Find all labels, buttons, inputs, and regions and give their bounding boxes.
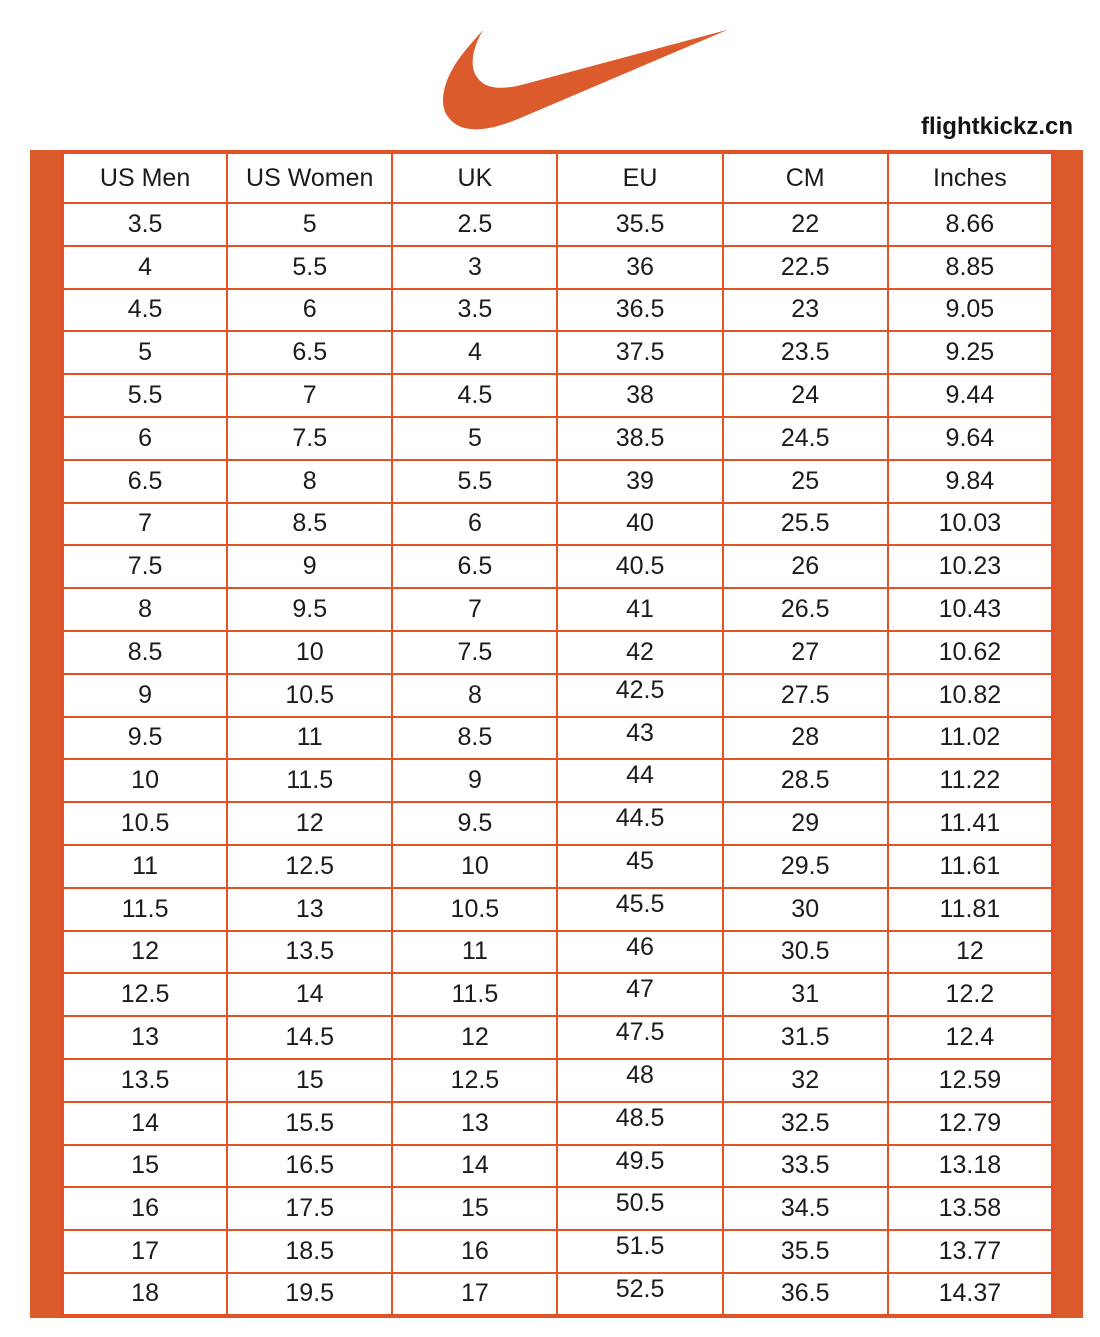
cell-eu: 44.5 [557,802,722,845]
cell-cm: 36.5 [723,1273,888,1316]
cell-cm: 30.5 [723,931,888,974]
cell-eu: 47 [557,973,722,1016]
table-row [62,289,1053,332]
cell-inches: 12.2 [888,973,1053,1016]
cell-uk: 17 [392,1273,557,1316]
table-row [62,331,1053,374]
cell-inches: 11.02 [888,717,1053,760]
cell-inches: 9.84 [888,460,1053,503]
cell-uk: 9.5 [392,802,557,845]
cell-inches: 11.22 [888,759,1053,802]
cell-eu: 44 [557,759,722,802]
table-row [62,1102,1053,1145]
cell-inches: 12.79 [888,1102,1053,1145]
cell-eu: 38 [557,374,722,417]
cell-uk: 11.5 [392,973,557,1016]
cell-eu: 45 [557,845,722,888]
cell-us-women: 14.5 [227,1016,392,1059]
cell-us-women: 8.5 [227,503,392,546]
table-row [62,246,1053,289]
header-row [62,152,1053,203]
cell-cm: 33.5 [723,1145,888,1188]
column-header-us-women: US Women [227,152,392,203]
cell-us-men: 8 [62,588,227,631]
table-row [62,674,1053,717]
cell-eu: 52.5 [557,1273,722,1316]
cell-us-men: 9 [62,674,227,717]
cell-cm: 23.5 [723,331,888,374]
cell-inches: 9.05 [888,289,1053,332]
cell-us-men: 14 [62,1102,227,1145]
cell-us-women: 5.5 [227,246,392,289]
cell-cm: 29.5 [723,845,888,888]
cell-us-women: 8 [227,460,392,503]
cell-cm: 28 [723,717,888,760]
cell-us-women: 11 [227,717,392,760]
cell-eu: 50.5 [557,1187,722,1230]
table-row [62,374,1053,417]
table-row [62,1016,1053,1059]
cell-us-men: 15 [62,1145,227,1188]
cell-cm: 26 [723,545,888,588]
cell-eu: 36.5 [557,289,722,332]
cell-eu: 51.5 [557,1230,722,1273]
cell-uk: 12 [392,1016,557,1059]
cell-eu: 40 [557,503,722,546]
cell-us-men: 13 [62,1016,227,1059]
cell-us-women: 10.5 [227,674,392,717]
cell-eu: 43 [557,717,722,760]
cell-inches: 11.61 [888,845,1053,888]
table-row [62,1230,1053,1273]
cell-cm: 31.5 [723,1016,888,1059]
column-header-us-men: US Men [62,152,227,203]
cell-cm: 27.5 [723,674,888,717]
cell-us-women: 10 [227,631,392,674]
cell-us-women: 13.5 [227,931,392,974]
cell-inches: 11.41 [888,802,1053,845]
table-row [62,588,1053,631]
cell-uk: 7 [392,588,557,631]
cell-uk: 12.5 [392,1059,557,1102]
table-row [62,1145,1053,1188]
table-row [62,417,1053,460]
cell-cm: 30 [723,888,888,931]
cell-us-men: 5 [62,331,227,374]
cell-us-women: 15 [227,1059,392,1102]
cell-inches: 10.03 [888,503,1053,546]
table-row [62,631,1053,674]
cell-us-women: 13 [227,888,392,931]
cell-uk: 5.5 [392,460,557,503]
cell-uk: 11 [392,931,557,974]
cell-inches: 12.59 [888,1059,1053,1102]
cell-uk: 6.5 [392,545,557,588]
cell-us-women: 6 [227,289,392,332]
cell-uk: 16 [392,1230,557,1273]
cell-us-men: 4.5 [62,289,227,332]
cell-eu: 37.5 [557,331,722,374]
table-row [62,545,1053,588]
cell-cm: 23 [723,289,888,332]
cell-us-men: 16 [62,1187,227,1230]
cell-uk: 5 [392,417,557,460]
cell-uk: 3.5 [392,289,557,332]
cell-inches: 12 [888,931,1053,974]
column-header-uk: UK [392,152,557,203]
cell-eu: 42.5 [557,674,722,717]
cell-inches: 10.43 [888,588,1053,631]
cell-inches: 10.23 [888,545,1053,588]
cell-us-men: 11 [62,845,227,888]
cell-cm: 27 [723,631,888,674]
size-conversion-table [60,150,1055,1318]
table-row [62,1273,1053,1316]
cell-cm: 22.5 [723,246,888,289]
right-accent-bar [1055,150,1083,1318]
cell-uk: 4 [392,331,557,374]
cell-us-women: 12.5 [227,845,392,888]
table-row [62,973,1053,1016]
cell-uk: 6 [392,503,557,546]
cell-inches: 11.81 [888,888,1053,931]
cell-cm: 28.5 [723,759,888,802]
cell-inches: 9.64 [888,417,1053,460]
cell-us-men: 7 [62,503,227,546]
cell-us-women: 16.5 [227,1145,392,1188]
cell-inches: 14.37 [888,1273,1053,1316]
cell-eu: 48 [557,1059,722,1102]
cell-us-women: 7 [227,374,392,417]
cell-uk: 10 [392,845,557,888]
table-row [62,759,1053,802]
cell-us-women: 17.5 [227,1187,392,1230]
cell-inches: 9.25 [888,331,1053,374]
cell-us-men: 10 [62,759,227,802]
cell-cm: 25.5 [723,503,888,546]
cell-uk: 13 [392,1102,557,1145]
cell-cm: 29 [723,802,888,845]
table-row [62,460,1053,503]
cell-us-women: 7.5 [227,417,392,460]
size-table-container [30,150,1083,1318]
cell-inches: 13.77 [888,1230,1053,1273]
cell-eu: 35.5 [557,203,722,246]
column-header-cm: CM [723,152,888,203]
table-row [62,888,1053,931]
cell-inches: 10.82 [888,674,1053,717]
cell-cm: 32.5 [723,1102,888,1145]
table-row [62,203,1053,246]
cell-uk: 10.5 [392,888,557,931]
cell-inches: 13.18 [888,1145,1053,1188]
cell-us-men: 10.5 [62,802,227,845]
cell-inches: 9.44 [888,374,1053,417]
cell-uk: 8.5 [392,717,557,760]
cell-cm: 35.5 [723,1230,888,1273]
cell-eu: 36 [557,246,722,289]
cell-cm: 26.5 [723,588,888,631]
table-row [62,802,1053,845]
cell-us-women: 19.5 [227,1273,392,1316]
cell-uk: 9 [392,759,557,802]
cell-inches: 10.62 [888,631,1053,674]
cell-us-men: 11.5 [62,888,227,931]
cell-inches: 8.66 [888,203,1053,246]
column-header-eu: EU [557,152,722,203]
cell-uk: 4.5 [392,374,557,417]
cell-us-men: 17 [62,1230,227,1273]
cell-cm: 22 [723,203,888,246]
table-row [62,845,1053,888]
cell-us-women: 11.5 [227,759,392,802]
table-row [62,717,1053,760]
cell-inches: 13.58 [888,1187,1053,1230]
cell-inches: 12.4 [888,1016,1053,1059]
left-accent-bar [30,150,60,1318]
cell-us-men: 8.5 [62,631,227,674]
cell-us-men: 4 [62,246,227,289]
cell-us-men: 13.5 [62,1059,227,1102]
cell-cm: 25 [723,460,888,503]
column-header-inches: Inches [888,152,1053,203]
cell-us-men: 3.5 [62,203,227,246]
cell-cm: 24.5 [723,417,888,460]
cell-us-men: 18 [62,1273,227,1316]
watermark-text: flightkickz.cn [920,113,1073,140]
cell-cm: 34.5 [723,1187,888,1230]
cell-uk: 3 [392,246,557,289]
nike-swoosh-icon [443,14,728,133]
cell-eu: 47.5 [557,1016,722,1059]
cell-eu: 41 [557,588,722,631]
cell-cm: 24 [723,374,888,417]
cell-us-women: 14 [227,973,392,1016]
table-row [62,1187,1053,1230]
cell-cm: 31 [723,973,888,1016]
cell-eu: 38.5 [557,417,722,460]
cell-uk: 2.5 [392,203,557,246]
cell-eu: 42 [557,631,722,674]
cell-eu: 49.5 [557,1145,722,1188]
cell-us-men: 7.5 [62,545,227,588]
cell-us-men: 6 [62,417,227,460]
cell-us-men: 9.5 [62,717,227,760]
cell-us-men: 5.5 [62,374,227,417]
cell-us-women: 9 [227,545,392,588]
cell-uk: 15 [392,1187,557,1230]
table-row [62,1059,1053,1102]
cell-eu: 45.5 [557,888,722,931]
cell-uk: 8 [392,674,557,717]
cell-cm: 32 [723,1059,888,1102]
cell-us-men: 12 [62,931,227,974]
cell-us-men: 12.5 [62,973,227,1016]
cell-us-women: 9.5 [227,588,392,631]
cell-eu: 48.5 [557,1102,722,1145]
cell-eu: 40.5 [557,545,722,588]
table-row [62,931,1053,974]
cell-us-men: 6.5 [62,460,227,503]
cell-us-women: 15.5 [227,1102,392,1145]
cell-us-women: 5 [227,203,392,246]
cell-us-women: 18.5 [227,1230,392,1273]
cell-inches: 8.85 [888,246,1053,289]
cell-uk: 14 [392,1145,557,1188]
table-row [62,503,1053,546]
cell-eu: 39 [557,460,722,503]
cell-eu: 46 [557,931,722,974]
cell-us-women: 12 [227,802,392,845]
cell-uk: 7.5 [392,631,557,674]
cell-us-women: 6.5 [227,331,392,374]
